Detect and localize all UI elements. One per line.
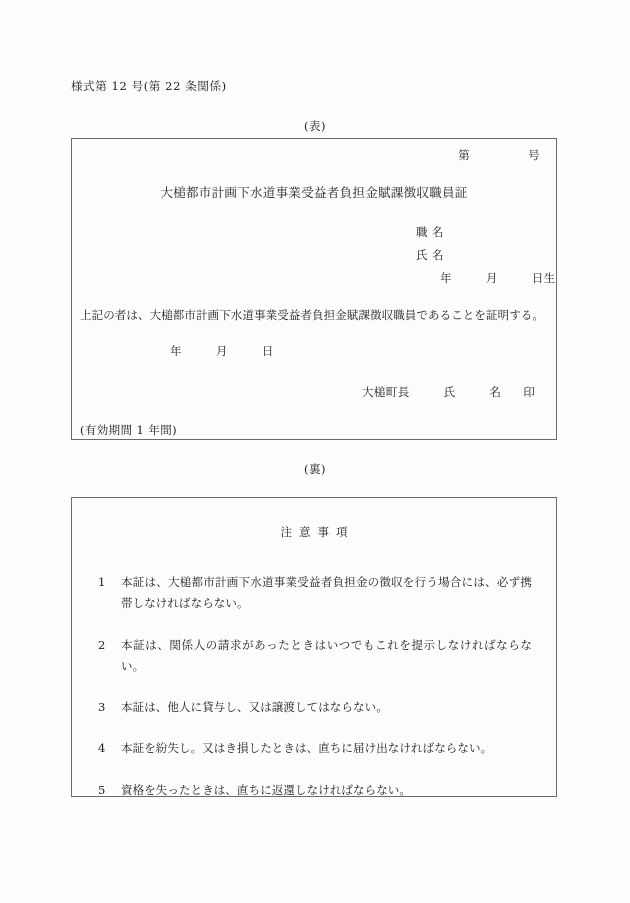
certificate-number-suffix: 号 — [528, 148, 540, 162]
notice-number: 5 — [98, 782, 106, 797]
front-side-label: (表) — [304, 119, 326, 133]
front-card — [71, 138, 557, 440]
notice-number: 1 — [98, 575, 106, 589]
birth-month-label: 月 — [485, 271, 498, 285]
notice-number: 2 — [98, 637, 106, 652]
issue-date-line — [170, 343, 274, 359]
list-item — [98, 780, 532, 801]
signature-name-label-2: 名 — [489, 385, 502, 399]
validity-period: (有効期間 1 年間) — [80, 423, 178, 437]
issue-month-label: 月 — [215, 344, 228, 358]
notice-text: 本証は、大槌都市計画下水道事業受益者負担金の徴収を行う場合には、必ず携帯しなければならない。 — [121, 575, 532, 611]
birth-day-label: 日生 — [531, 271, 556, 285]
list-item — [98, 738, 532, 759]
name-field-label: 氏 名 — [416, 248, 444, 262]
certificate-title: 大槌都市計画下水道事業受益者負担金賦課徴収職員証 — [160, 185, 468, 200]
birth-year-label: 年 — [440, 271, 452, 285]
certificate-number-prefix: 第 — [458, 148, 471, 162]
certification-sentence: 上記の者は、大槌都市計画下水道事業受益者負担金賦課徴収職員であることを証明する。 — [80, 308, 544, 322]
notice-number: 4 — [98, 741, 106, 756]
issuer-title: 大槌町長 — [362, 385, 410, 399]
birthdate-field — [440, 270, 556, 286]
notice-number: 3 — [98, 700, 106, 715]
certificate-number-line — [458, 147, 540, 163]
list-item — [98, 572, 532, 615]
back-side-label: (裏) — [304, 462, 326, 476]
notice-text: 資格を失ったときは、直ちに返還しなければならない。 — [121, 782, 411, 797]
position-field-label: 職 名 — [416, 225, 444, 239]
signature-name-label-1: 氏 — [443, 385, 456, 399]
list-item — [98, 697, 532, 718]
notice-text: 本証は、関係人の請求があったときはいつでもこれを提示しなければならない。 — [121, 637, 532, 673]
form-number: 様式第 12 号(第 22 条関係) — [71, 79, 227, 93]
list-item — [98, 635, 532, 678]
issue-day-label: 日 — [261, 344, 274, 358]
notice-list — [98, 572, 532, 801]
signature-line — [362, 384, 535, 400]
notice-heading: 注意事項 — [280, 525, 355, 539]
notice-text: 本証は、他人に貸与し、又は譲渡してはならない。 — [121, 700, 388, 715]
issue-year-label: 年 — [170, 344, 182, 358]
seal-label: 印 — [523, 385, 536, 399]
notice-text: 本証を紛失し。又はき損したときは、直ちに届け出なければならない。 — [121, 741, 493, 756]
back-card — [71, 497, 557, 797]
